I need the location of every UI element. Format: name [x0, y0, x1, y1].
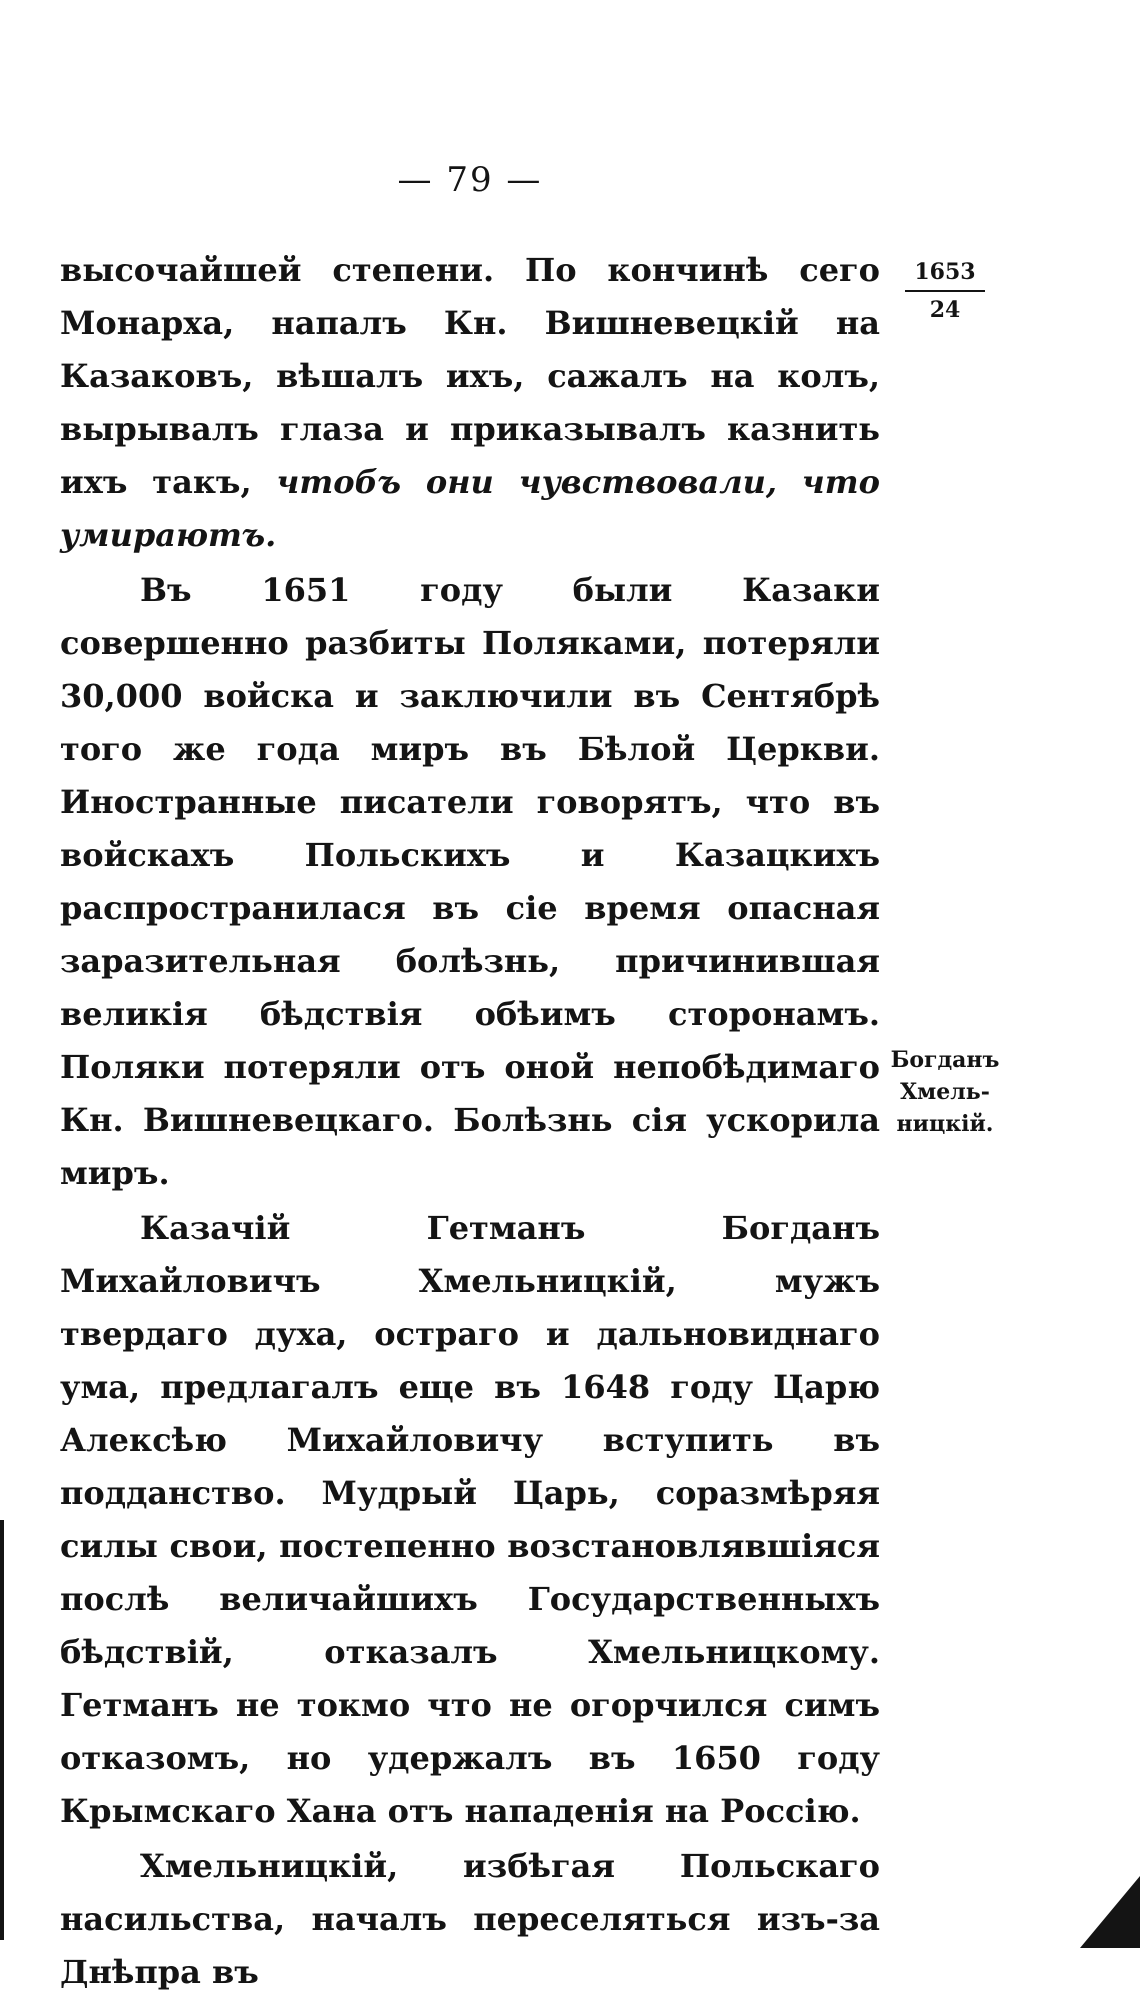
page-number: — 79 —	[397, 160, 543, 200]
paragraph-3: Казачій Гетманъ Богданъ Михайловичъ Хмельницкій, мужъ твердаго духа, остраго и дальновиднаго ума, предлагалъ еще въ 1648 году Царю Алексѣю Михайловичу вступить въ подданство. Мудрый Царь, соразмѣряя силы свои, постепенно возстановлявшіяся послѣ величайшихъ Государственныхъ бѣдствій, отказалъ Хмельницкому. Гетманъ не токмо что не огорчился симъ отказомъ, но удержалъ въ 1650 году Крымскаго Хана отъ нападенія на Россію.	[60, 1209, 880, 1830]
paragraph-2: Въ 1651 году были Казаки совершенно разбиты Поляками, потеряли 30,000 войска и заключили въ Сентябрѣ того же года миръ въ Бѣлой Церкви. Иностранные писатели говорятъ, что въ войскахъ Польскихъ и Казацкихъ распространилася въ сіе время опасная заразительная болѣзнь, причинившая великія бѣдствія обѣимъ сторонамъ. Поляки потеряли отъ оной непобѣдимаго Кн. Вишневецкаго. Болѣзнь сія ускорила миръ.	[60, 571, 880, 1192]
margin-name-line-3: ницкій.	[896, 1111, 994, 1137]
margin-note-year	[905, 256, 985, 326]
margin-year-bottom: 24	[929, 297, 961, 323]
binding-edge-shadow	[0, 1520, 4, 1940]
paragraph-1	[60, 244, 880, 562]
margin-note-name	[890, 1044, 1000, 1140]
page-corner-shadow	[1080, 1876, 1140, 1948]
paragraph-4: Хмельницкій, избѣгая Польскаго насильства, началъ переселяться изъ-за Днѣпра въ	[60, 1847, 880, 1991]
margin-name-line-2: Хмель-	[900, 1079, 990, 1105]
paragraph-1-italic: чтобъ они чувствовали, что умираютъ.	[60, 463, 881, 554]
main-text	[60, 244, 880, 1999]
paragraph-1-text: высочайшей степени. По кончинѣ сего Монарха, напалъ Кн. Вишневецкій на Казаковъ, вѣшалъ ихъ, сажалъ на колъ, вырывалъ глаза и приказывалъ казнить ихъ такъ,	[60, 251, 880, 501]
margin-name-line-1: Богданъ	[890, 1047, 1000, 1073]
margin-year-top: 1653	[905, 256, 985, 292]
